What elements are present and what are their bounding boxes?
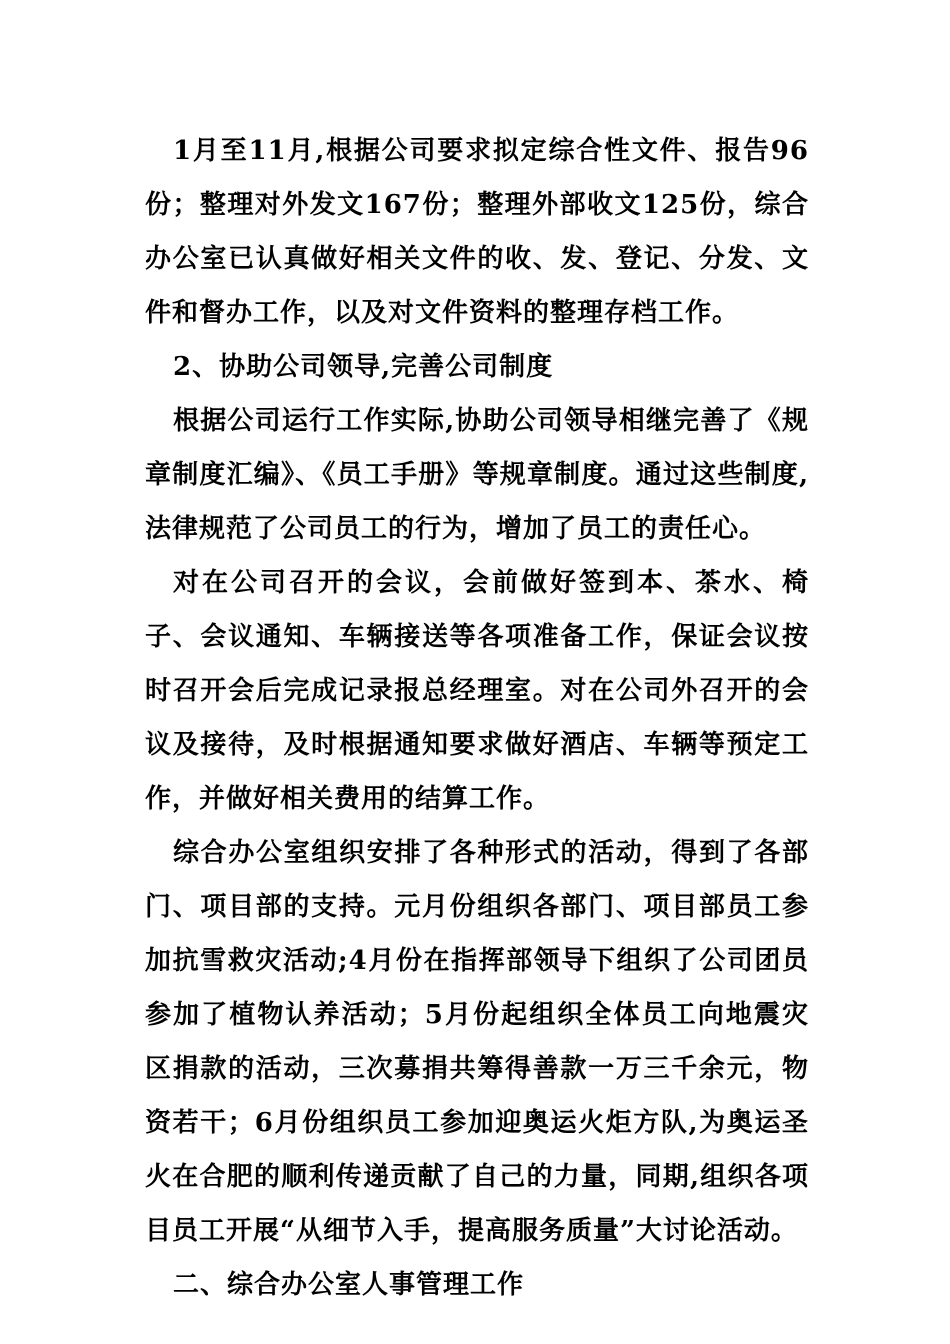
section-heading-personnel: 二、综合办公室人事管理工作	[173, 1270, 525, 1300]
section-heading-assist-leadership: 2、协助公司领导,完善公司制度	[173, 352, 554, 382]
paragraph-activities: 综合办公室组织安排了各种形式的活动，得到了各部门、项目部的支持。元月份组织各部门、项目部员工参加抗雪救灾活动;4月份在指挥部领导下组织了公司团员参加了植物认养活动；5月份起组织全体员工向地震灾区捐款的活动，三次募捐共筹得善款一万三千余元，物资若干；6月份组织员工参加迎奥运火炬方队,为奥运圣火在合肥的顺利传递贡献了自己的力量，同期,组织各项目员工开展“从细节入手，提高服务质量”大讨论活动。	[145, 838, 809, 1246]
paragraph-file-handling: 1月至11月,根据公司要求拟定综合性文件、报告96份；整理对外发文167份；整理外部收文125份，综合办公室已认真做好相关文件的收、发、登记、分发、文件和督办工作，以及对文件资料的整理存档工作。	[145, 136, 809, 328]
paragraph-company-rules: 根据公司运行工作实际,协助公司领导相继完善了《规章制度汇编》、《员工手册》等规章制度。通过这些制度,法律规范了公司员工的行为，增加了员工的责任心。	[145, 406, 809, 544]
paragraph-meetings: 对在公司召开的会议，会前做好签到本、茶水、椅子、会议通知、车辆接送等各项准备工作，保证会议按时召开会后完成记录报总经理室。对在公司外召开的会议及接待，及时根据通知要求做好酒店、车辆等预定工作，并做好相关费用的结算工作。	[145, 568, 809, 814]
document-body	[145, 124, 809, 1312]
